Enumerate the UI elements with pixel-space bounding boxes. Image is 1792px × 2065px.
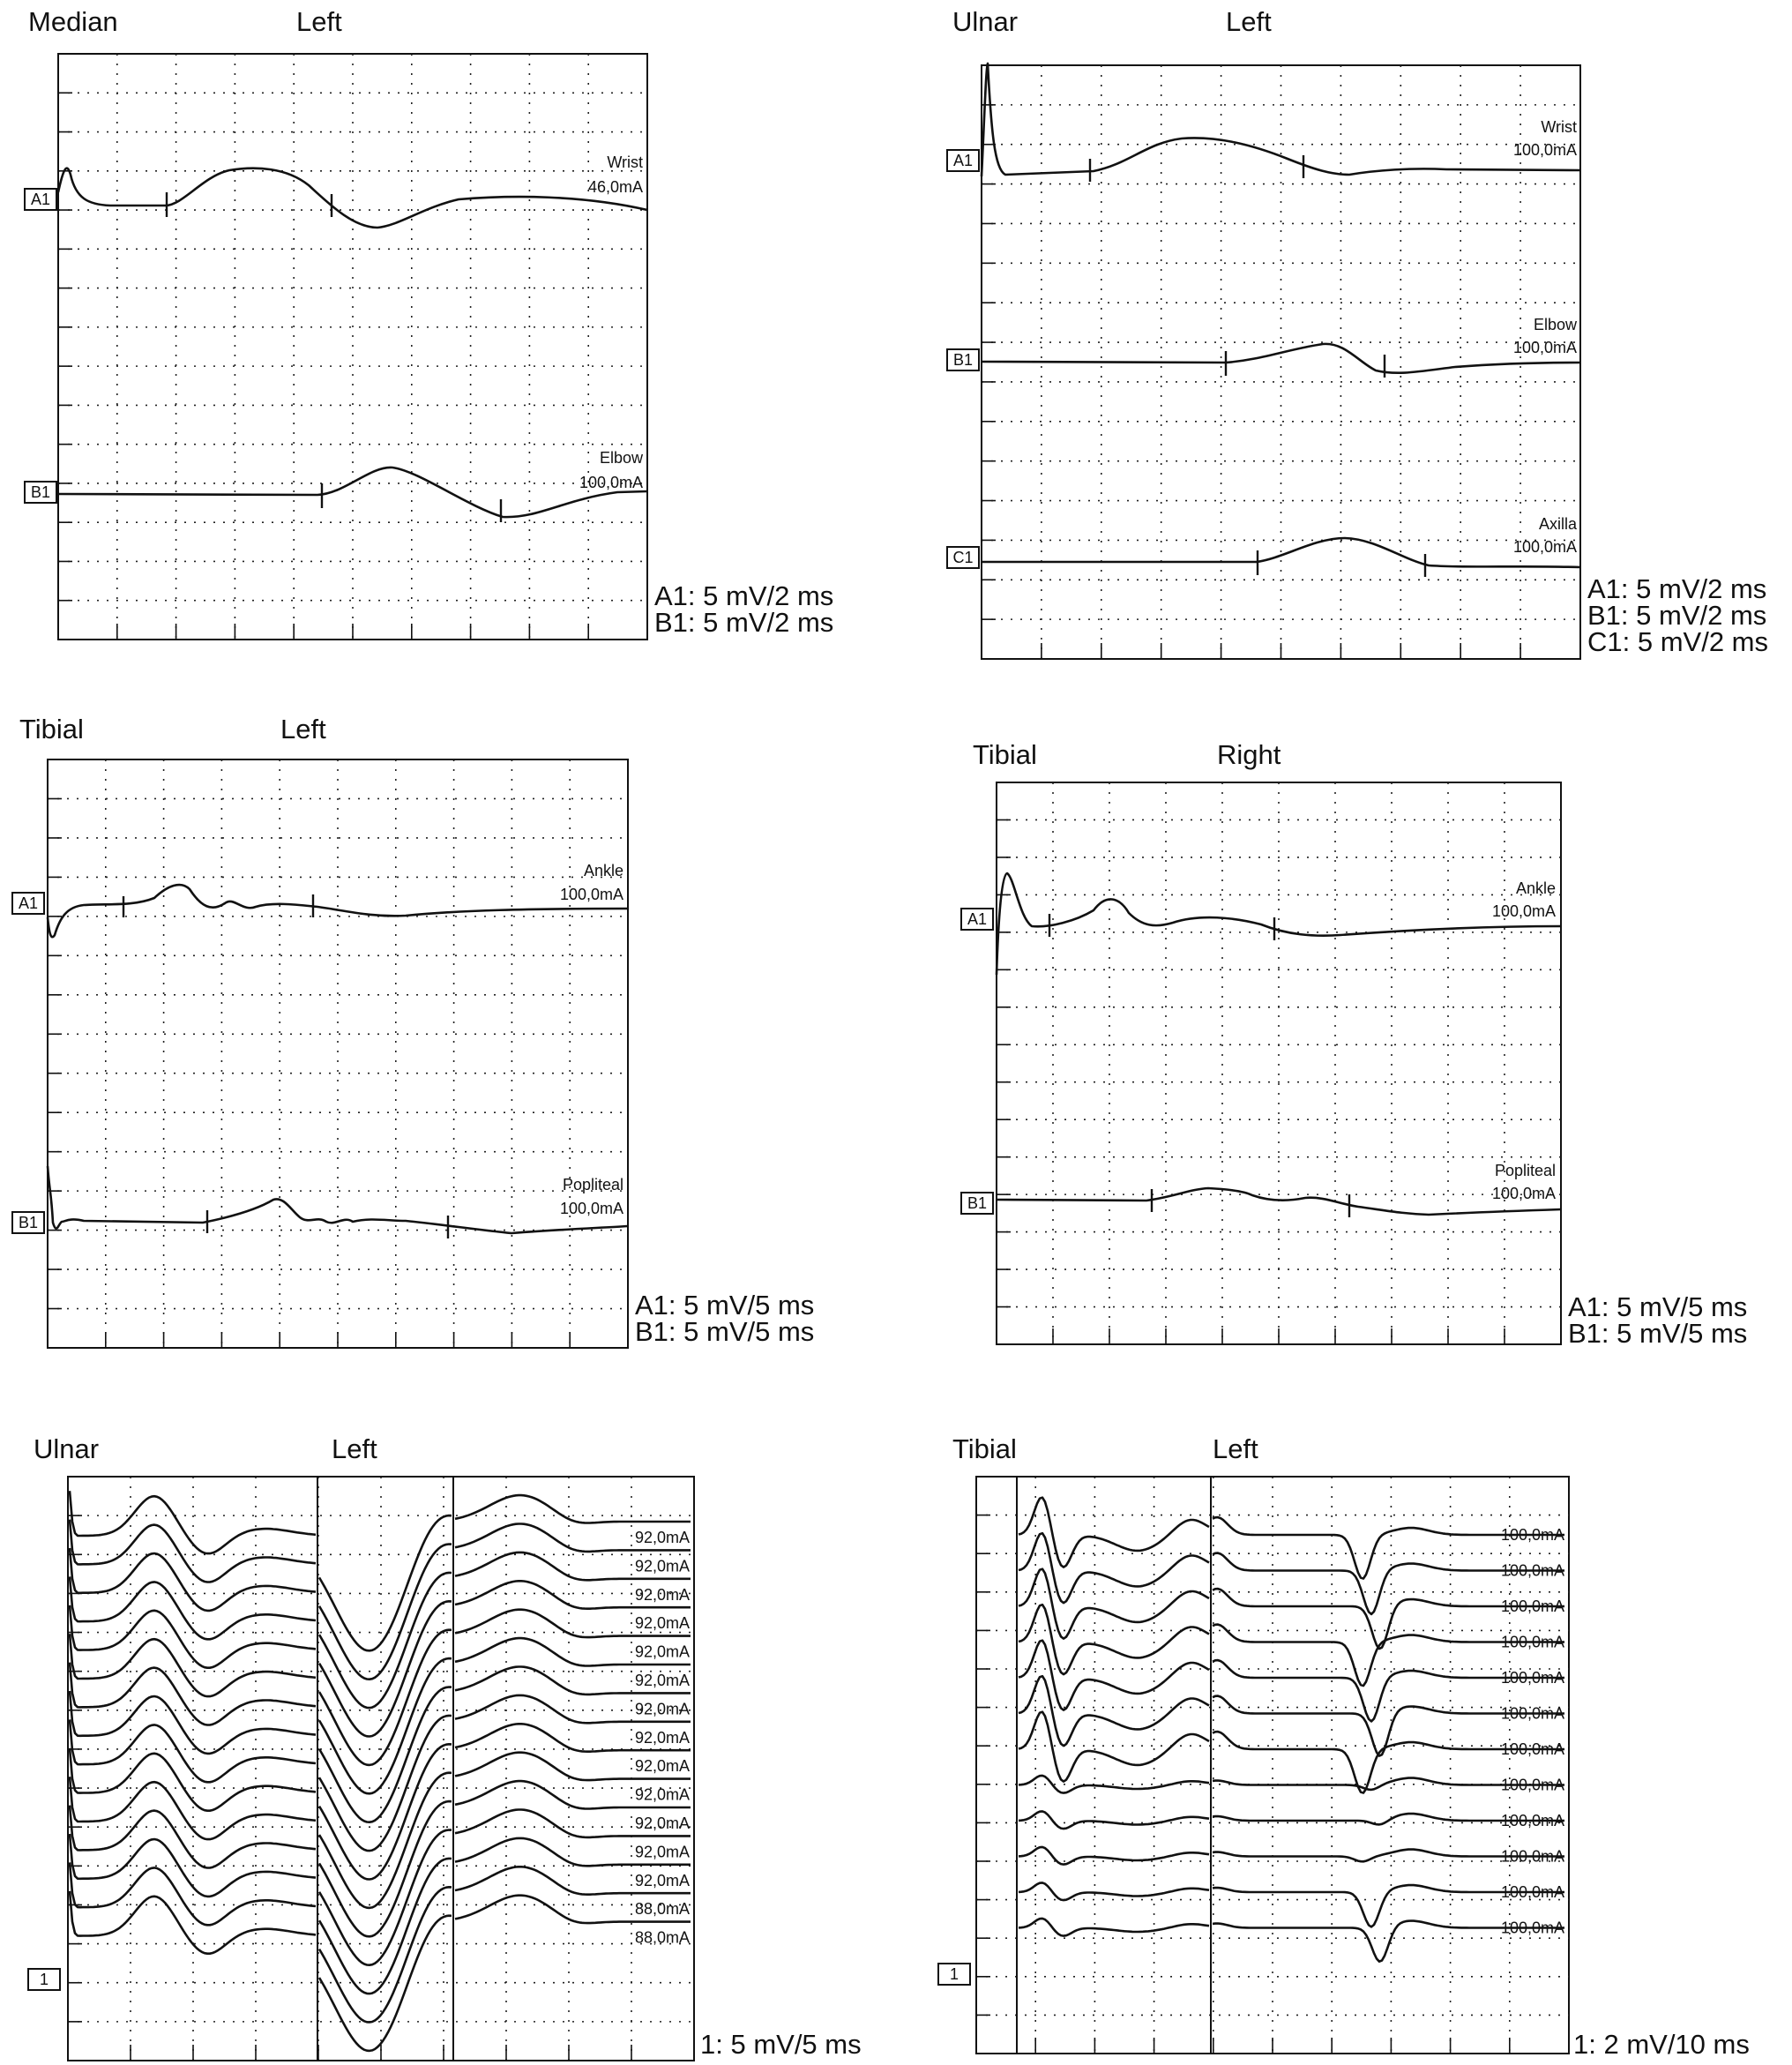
scale-label: B1: 5 mV/5 ms: [1568, 1318, 1748, 1349]
channel-label: B1: [18, 1214, 39, 1231]
scale-label: B1: 5 mV/2 ms: [1587, 600, 1767, 631]
stim-current-label: 100,0mA: [1500, 1883, 1564, 1901]
gridlines: [68, 1477, 694, 2061]
sweep-trace: [319, 1916, 452, 2051]
sweep-trace: [1019, 1919, 1209, 1936]
stim-current-label: 92,0mA: [634, 1757, 690, 1776]
stim-current-label: 100,0mA: [1500, 1847, 1564, 1866]
stim-current-label: 100,0mA: [1500, 1669, 1564, 1687]
sweep-trace: [319, 1801, 452, 1936]
channel-label: 1: [949, 1965, 959, 1983]
stim-current-label: 100,0mA: [1500, 1526, 1564, 1544]
trace-a1: [48, 885, 628, 937]
site-label: Wrist: [1541, 118, 1577, 136]
panel-ulnar-left: [947, 6, 1768, 659]
panel-side-title: Left: [1226, 6, 1272, 37]
gridlines: [976, 1477, 1569, 2054]
site-label: Elbow: [1533, 316, 1577, 333]
stim-current-label: 92,0mA: [634, 1557, 690, 1575]
panel-ulnar-left-repetitive: [28, 1433, 862, 2061]
panel-side-title: Left: [1213, 1433, 1258, 1464]
sweep-trace: [319, 1773, 452, 1908]
stim-current-label: 100,0mA: [1500, 1740, 1564, 1758]
channel-label: B1: [967, 1194, 988, 1212]
stim-current-labels: [635, 1529, 690, 1947]
site-label: Axilla: [1538, 515, 1577, 533]
sweep-trace: [1019, 1882, 1209, 1900]
panel-side-title: Left: [296, 6, 342, 37]
scale-label: 1: 5 mV/5 ms: [700, 2029, 862, 2060]
scale-label: C1: 5 mV/2 ms: [1587, 626, 1768, 657]
trace-a1: [997, 873, 1561, 975]
scale-label: A1: 5 mV/2 ms: [1587, 573, 1767, 604]
panel-side-title: Left: [280, 714, 326, 744]
panel-nerve-title: Tibial: [973, 739, 1037, 770]
trace-b1: [58, 468, 647, 517]
trace-a1: [58, 168, 647, 228]
sweep-trace: [1019, 1811, 1209, 1829]
sweep-trace: [319, 1887, 452, 2022]
channel-label: A1: [967, 910, 988, 928]
channel-label: B1: [952, 351, 974, 369]
stim-current-label: 100,0mA: [1512, 339, 1577, 356]
sweep-trace: [319, 1744, 452, 1879]
stim-current-label: 92,0mA: [634, 1871, 690, 1889]
scale-label: A1: 5 mV/5 ms: [635, 1290, 815, 1321]
stim-current-label: 100,0mA: [1500, 1704, 1564, 1723]
stim-current-label: 100,0mA: [1491, 902, 1556, 920]
channel-label: 1: [39, 1971, 49, 1988]
channel-label: C1: [952, 549, 974, 566]
panel-nerve-title: Ulnar: [34, 1433, 100, 1464]
stim-current-label: 92,0mA: [634, 1614, 690, 1633]
plot-frame: [997, 782, 1561, 1344]
panel-tibial-left: [12, 714, 814, 1348]
channel-label: A1: [18, 894, 39, 912]
stim-current-label: 100,0mA: [559, 886, 623, 903]
sweep-trace: [455, 1495, 691, 1523]
site-label: Wrist: [607, 153, 643, 171]
stim-current-label: 100,0mA: [1491, 1185, 1556, 1202]
scale-label: A1: 5 mV/5 ms: [1568, 1291, 1748, 1322]
scale-label: B1: 5 mV/2 ms: [654, 607, 834, 638]
channel-label: B1: [30, 483, 51, 501]
gridlines: [997, 782, 1561, 1344]
site-label: Elbow: [599, 449, 643, 467]
trace-a1: [982, 64, 1580, 176]
stim-current-labels: [1501, 1526, 1564, 1937]
stim-current-label: 100,0mA: [1500, 1597, 1564, 1615]
stim-current-label: 92,0mA: [634, 1642, 690, 1661]
panel-median-left: [25, 6, 833, 640]
stim-current-label: 100,0mA: [579, 474, 643, 491]
stim-current-label: 46,0mA: [587, 178, 643, 196]
sweep-trace: [319, 1630, 452, 1765]
stim-current-label: 88,0mA: [634, 1900, 690, 1919]
stim-current-label: 100,0mA: [559, 1200, 623, 1217]
sweep-trace: [319, 1859, 452, 1994]
gridlines: [48, 759, 628, 1348]
sweep-trace: [319, 1515, 452, 1650]
gridlines: [58, 54, 647, 640]
sweep-trace: [70, 1491, 316, 1553]
sweep-trace: [319, 1601, 452, 1736]
site-label: Popliteal: [1494, 1162, 1556, 1179]
panel-side-title: Right: [1217, 739, 1281, 770]
site-label: Ankle: [583, 862, 623, 879]
sweep-trace: [319, 1830, 452, 1965]
stim-current-label: 92,0mA: [634, 1529, 690, 1546]
panel-nerve-title: Tibial: [952, 1433, 1017, 1464]
stim-current-label: 100,0mA: [1500, 1919, 1564, 1937]
stim-current-label: 92,0mA: [634, 1785, 690, 1804]
sweep-trace: [319, 1716, 452, 1851]
stim-current-label: 100,0mA: [1512, 141, 1577, 159]
panel-side-title: Left: [332, 1433, 377, 1464]
scale-label: B1: 5 mV/5 ms: [635, 1316, 815, 1347]
sweep-trace: [319, 1545, 452, 1680]
stim-current-label: 100,0mA: [1500, 1633, 1564, 1651]
stim-current-label: 100,0mA: [1500, 1776, 1564, 1794]
panel-tibial-right: [961, 739, 1747, 1349]
site-label: Ankle: [1515, 879, 1556, 897]
site-label: Popliteal: [562, 1176, 623, 1193]
sweep-trace: [319, 1687, 452, 1822]
sweep-trace: [319, 1658, 452, 1793]
stim-current-label: 100,0mA: [1500, 1812, 1564, 1829]
panel-tibial-left-repetitive: [938, 1433, 1750, 2060]
stim-current-label: 92,0mA: [634, 1728, 690, 1747]
sweep-trace: [1019, 1498, 1209, 1567]
trace-stack: [70, 1491, 691, 2051]
stim-current-label: 100,0mA: [1500, 1561, 1564, 1580]
panel-nerve-title: Median: [28, 6, 118, 37]
stim-current-label: 92,0mA: [634, 1843, 690, 1861]
stim-current-label: 92,0mA: [634, 1672, 690, 1689]
channel-label: A1: [952, 152, 974, 169]
stim-current-label: 92,0mA: [634, 1814, 690, 1832]
panel-nerve-title: Ulnar: [952, 6, 1019, 37]
sweep-trace: [319, 1573, 452, 1708]
scale-label: 1: 2 mV/10 ms: [1573, 2029, 1750, 2060]
panel-nerve-title: Tibial: [19, 714, 84, 744]
trace-b1: [48, 1166, 628, 1233]
stim-current-label: 92,0mA: [634, 1700, 690, 1718]
stim-current-label: 88,0mA: [634, 1928, 690, 1947]
stim-current-label: 100,0mA: [1512, 538, 1577, 556]
scale-label: A1: 5 mV/2 ms: [654, 580, 834, 611]
plot-frame: [976, 1477, 1569, 2054]
trace-stack: [1019, 1498, 1564, 1962]
channel-label: A1: [30, 191, 51, 208]
stim-current-label: 92,0mA: [634, 1585, 690, 1604]
